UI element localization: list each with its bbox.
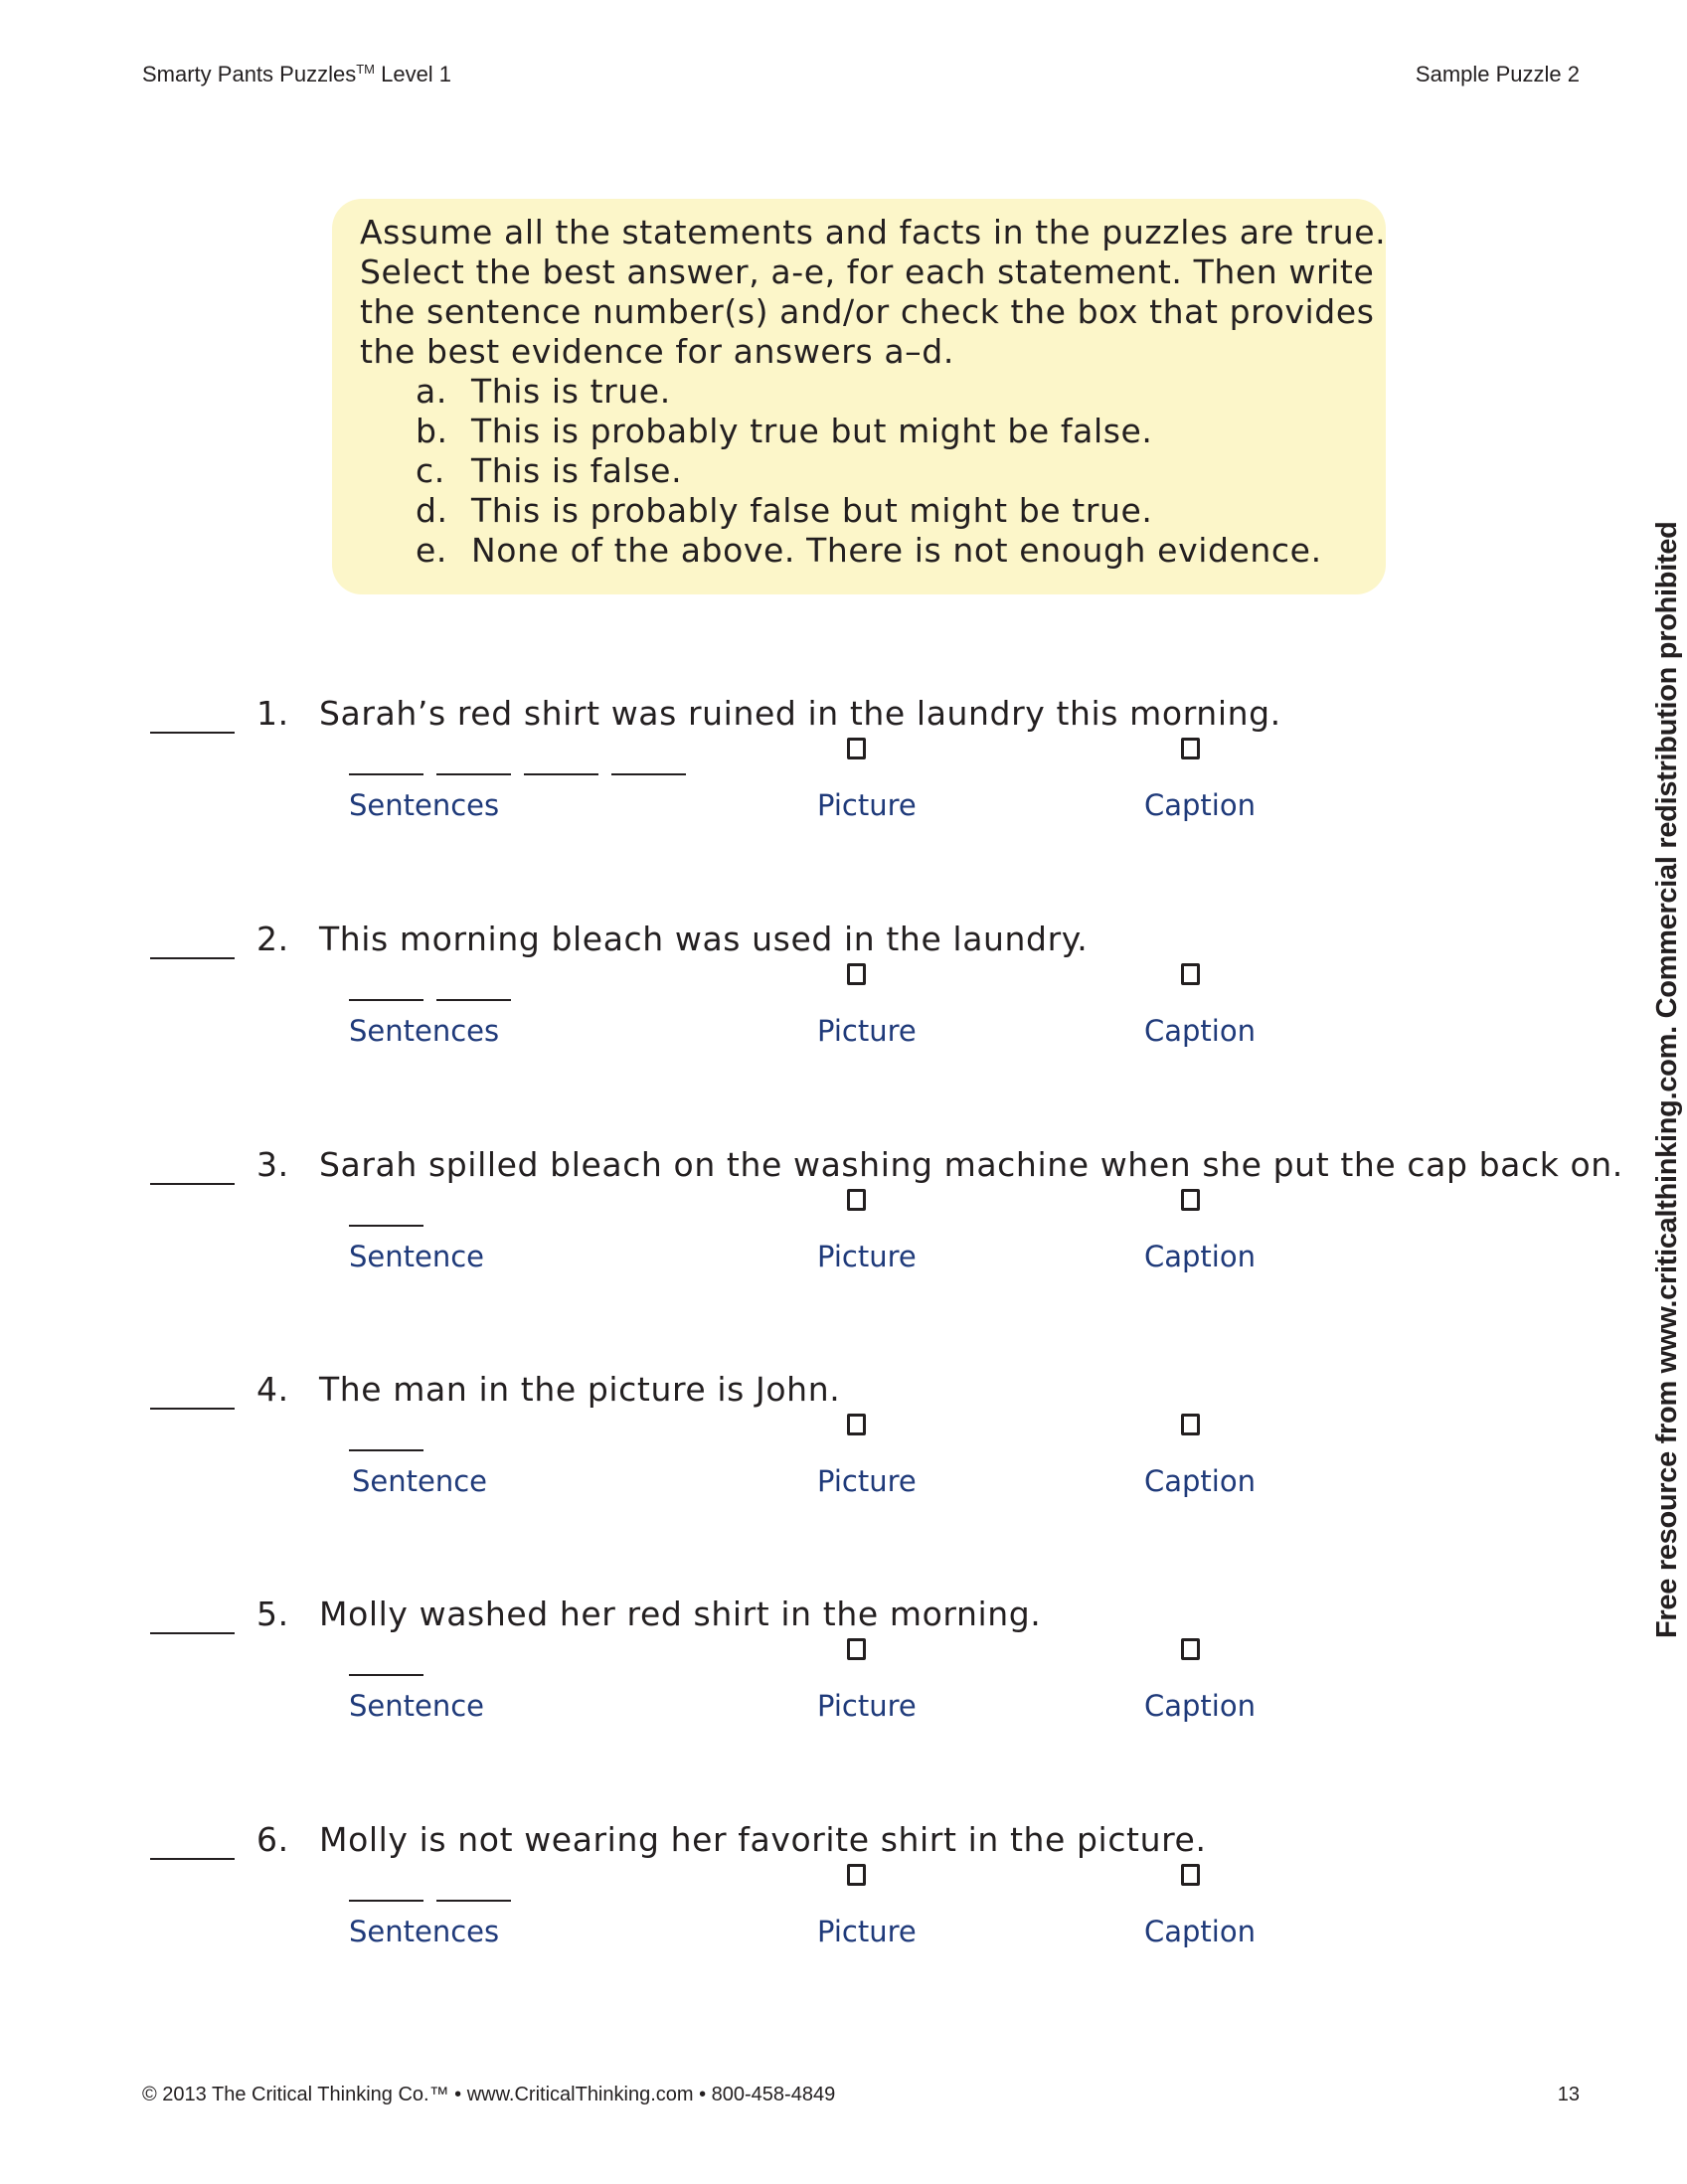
answer-blank[interactable] [150,957,235,959]
question-3 [0,1145,1687,1338]
answer-blank[interactable] [150,1858,235,1860]
instruction-line: the best evidence for answers a–d. [360,332,954,371]
sentence-blank[interactable] [349,1900,423,1902]
answer-blank[interactable] [150,1632,235,1634]
answer-blank[interactable] [150,1408,235,1410]
sentence-blank[interactable] [349,1449,423,1451]
picture-label: Picture [817,1014,917,1048]
answer-option-e: e. None of the above. There is not enough evidence. [416,531,1322,570]
question-number: 1. [256,694,289,733]
instruction-line: Assume all the statements and facts in the puzzles are true. [360,213,1387,252]
caption-label: Caption [1144,1689,1256,1723]
page-number: 13 [1557,2084,1580,2105]
picture-label: Picture [817,1689,917,1723]
puzzle-label: Sample Puzzle 2 [1415,62,1580,86]
sentence-blank[interactable] [436,773,511,775]
picture-checkbox[interactable] [847,1864,866,1886]
answer-option-a: a. This is true. [416,372,671,411]
picture-checkbox[interactable] [847,738,866,759]
question-statement: Sarah spilled bleach on the washing machine when she put the cap back on. [319,1145,1623,1184]
footer-copyright: © 2013 The Critical Thinking Co.™ • www.CriticalThinking.com • 800-458-4849 [142,2084,836,2105]
caption-checkbox[interactable] [1181,963,1200,985]
question-statement: The man in the picture is John. [319,1370,841,1409]
instruction-line: the sentence number(s) and/or check the box that provides [360,292,1375,331]
sentence-label: Sentence [349,1689,485,1723]
caption-label: Caption [1144,1240,1256,1273]
question-number: 3. [256,1145,289,1184]
question-1 [0,694,1687,887]
picture-label: Picture [817,1240,917,1273]
sentence-blank[interactable] [611,773,686,775]
question-number: 6. [256,1820,289,1859]
caption-checkbox[interactable] [1181,1638,1200,1660]
picture-checkbox[interactable] [847,1414,866,1435]
caption-checkbox[interactable] [1181,738,1200,759]
question-number: 5. [256,1595,289,1633]
caption-checkbox[interactable] [1181,1414,1200,1435]
question-number: 4. [256,1370,289,1409]
caption-label: Caption [1144,1915,1256,1948]
picture-checkbox[interactable] [847,1638,866,1660]
trademark: TM [356,62,375,77]
sentences-label: Sentences [349,1915,500,1948]
sentences-label: Sentences [349,1014,500,1048]
sentences-label: Sentences [349,788,500,822]
question-statement: Sarah’s red shirt was ruined in the laundry this morning. [319,694,1281,733]
caption-checkbox[interactable] [1181,1864,1200,1886]
sentence-blank[interactable] [349,1674,423,1676]
question-2 [0,920,1687,1112]
picture-label: Picture [817,1915,917,1948]
answer-blank[interactable] [150,1183,235,1185]
answer-option-b: b. This is probably true but might be false. [416,412,1153,450]
question-statement: This morning bleach was used in the laundry. [319,920,1089,958]
question-5 [0,1595,1687,1787]
picture-checkbox[interactable] [847,963,866,985]
answer-option-d: d. This is probably false but might be true. [416,491,1153,530]
sentence-blank[interactable] [524,773,598,775]
question-statement: Molly is not wearing her favorite shirt in the picture. [319,1820,1207,1859]
sentence-label: Sentence [352,1464,488,1498]
caption-checkbox[interactable] [1181,1189,1200,1211]
question-4 [0,1370,1687,1563]
picture-label: Picture [817,1464,917,1498]
sentence-blank[interactable] [436,1900,511,1902]
picture-checkbox[interactable] [847,1189,866,1211]
level-label: Level 1 [381,62,452,86]
header-title [142,62,451,87]
sentence-blank[interactable] [349,1225,423,1227]
question-6 [0,1820,1687,2013]
answer-option-c: c. This is false. [416,451,683,490]
answer-blank[interactable] [150,732,235,734]
caption-label: Caption [1144,1014,1256,1048]
sentence-blank[interactable] [436,999,511,1001]
sentence-label: Sentence [349,1240,485,1273]
question-number: 2. [256,920,289,958]
caption-label: Caption [1144,788,1256,822]
book-title: Smarty Pants Puzzles [142,62,357,86]
instruction-line: Select the best answer, a-e, for each statement. Then write [360,252,1375,291]
question-statement: Molly washed her red shirt in the morning. [319,1595,1042,1633]
redistribution-notice: Free resource from www.criticalthinking.com. Commercial redistribution prohibited [1651,521,1683,1638]
instructions-box [332,199,1386,594]
picture-label: Picture [817,788,917,822]
sentence-blank[interactable] [349,773,423,775]
sentence-blank[interactable] [349,999,423,1001]
caption-label: Caption [1144,1464,1256,1498]
